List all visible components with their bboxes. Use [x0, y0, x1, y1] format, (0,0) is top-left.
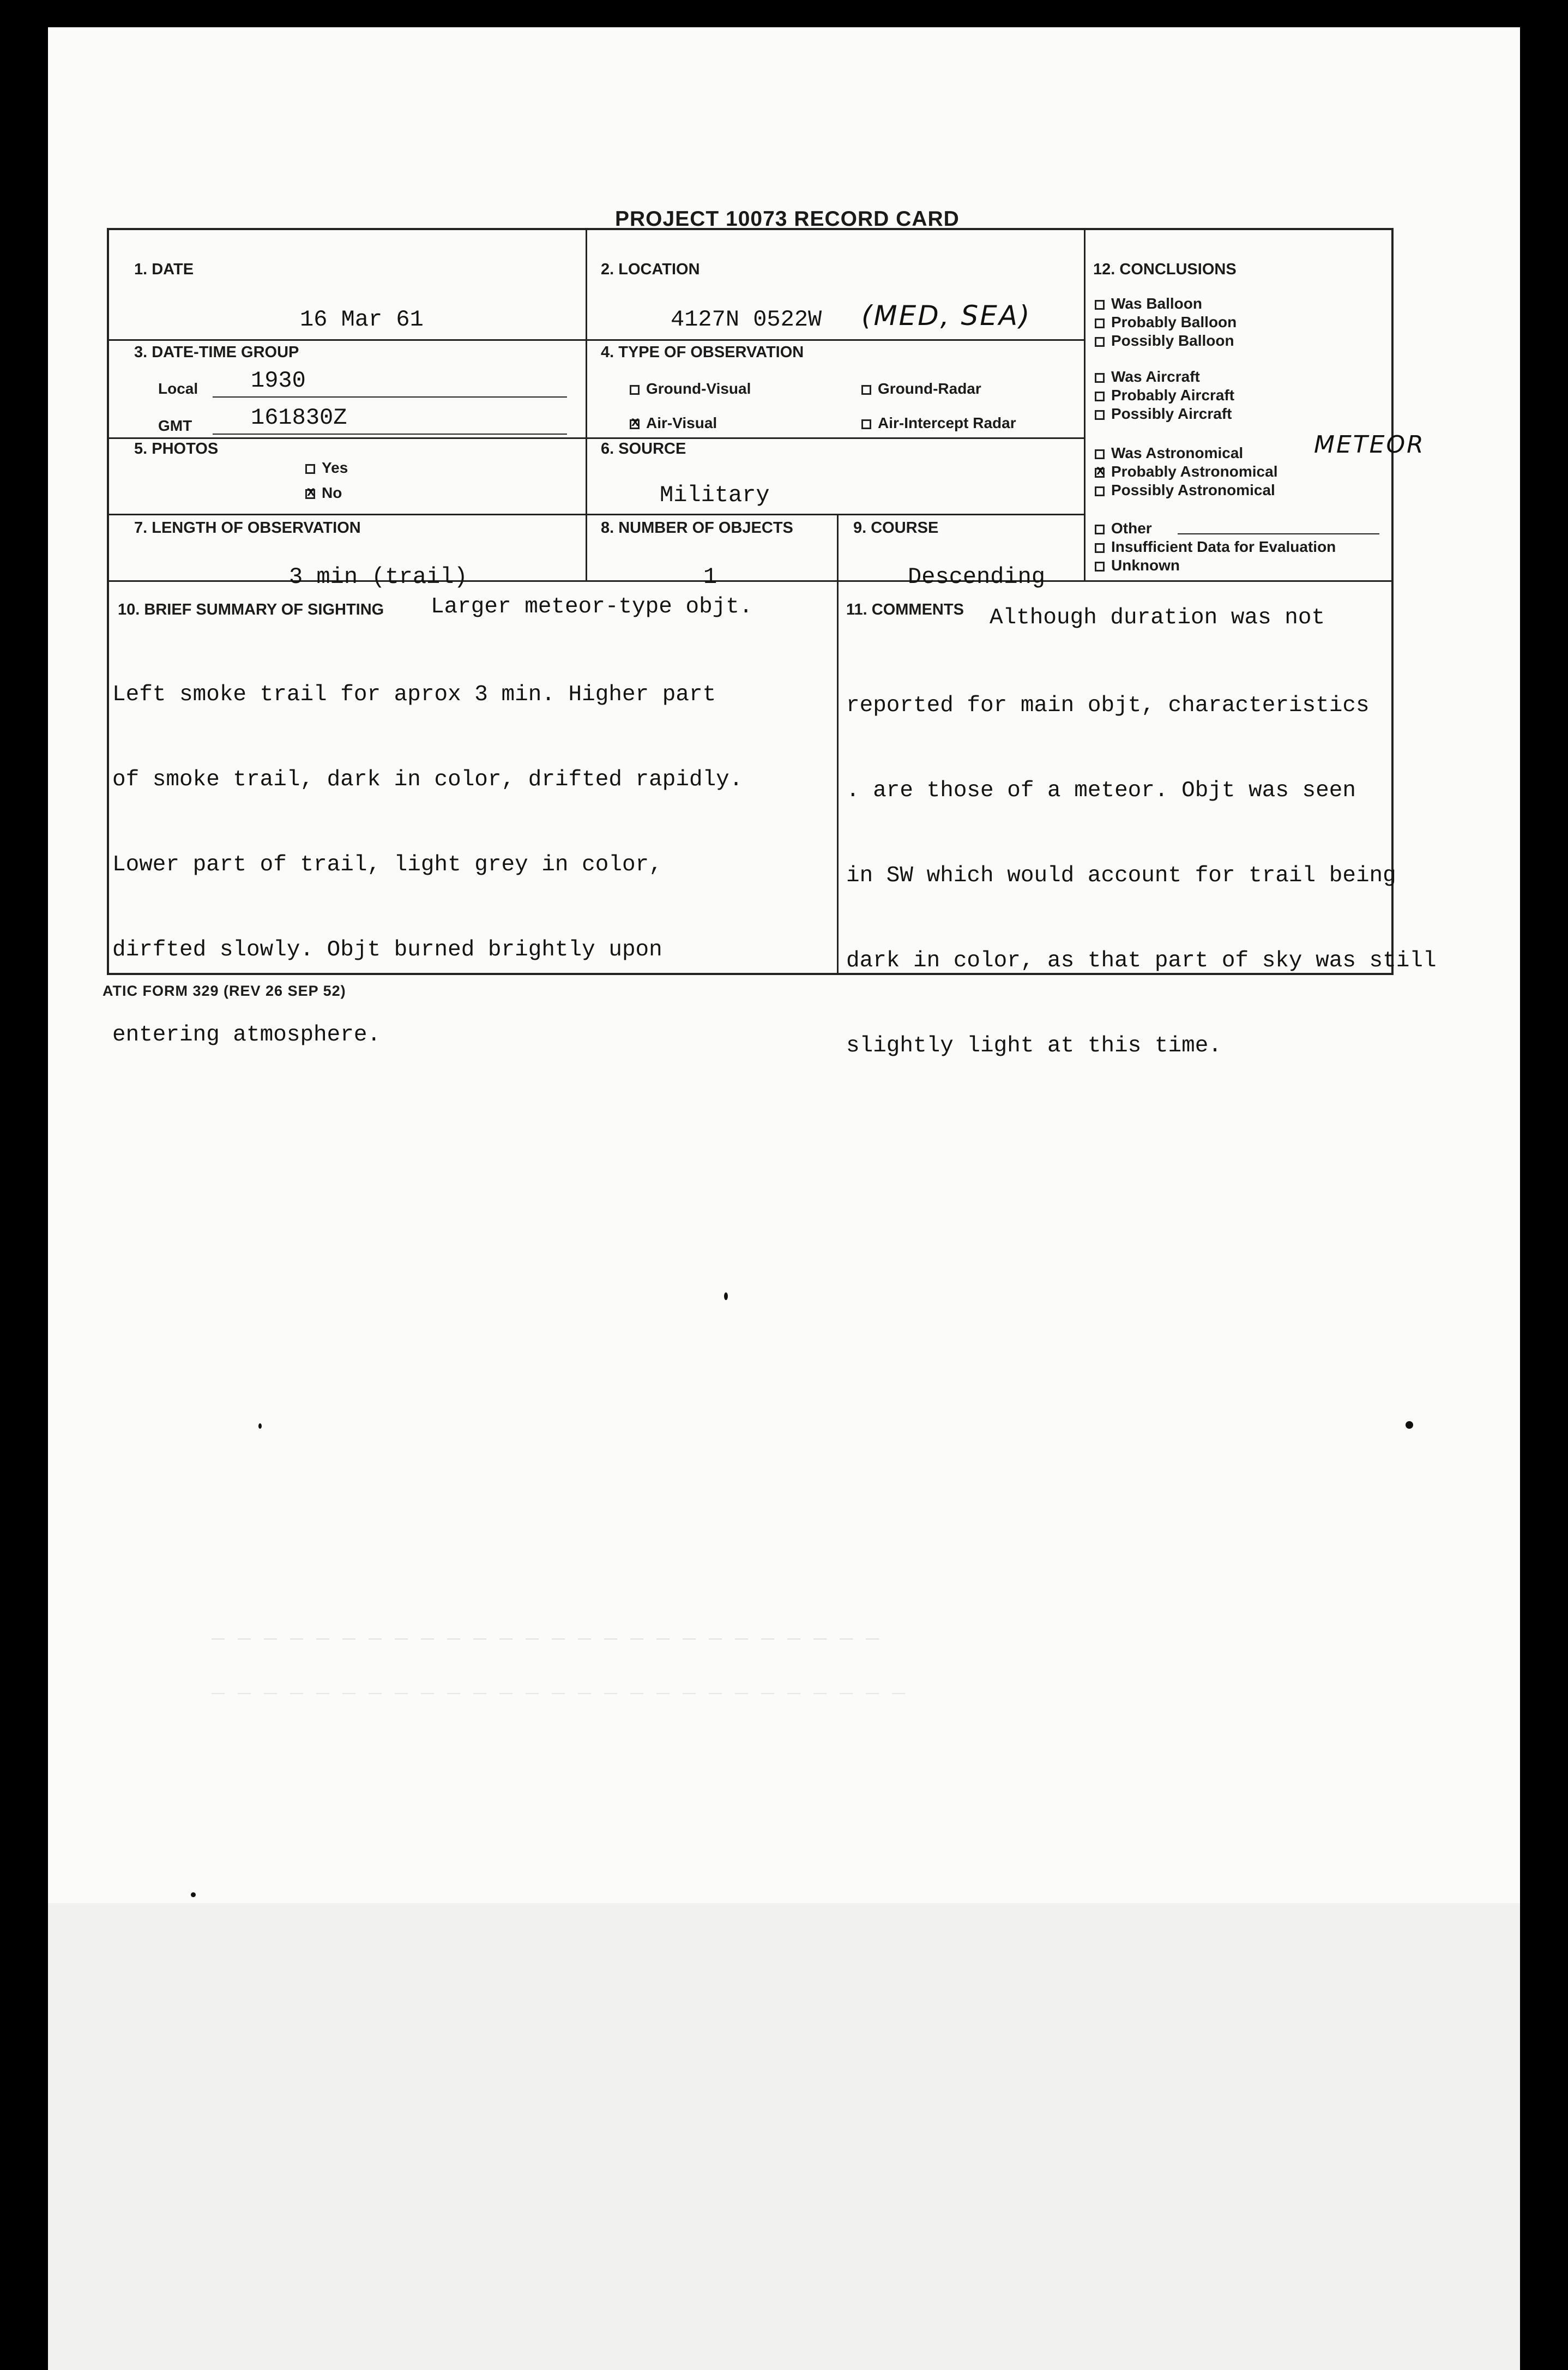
air-visual-option: xAir-Visual — [630, 414, 717, 432]
ground-visual-checkbox — [630, 385, 640, 395]
comments-text — [846, 635, 1437, 1117]
card-title: PROJECT 10073 RECORD CARD — [615, 207, 960, 231]
date-label: 1. DATE — [134, 261, 194, 278]
air-visual-checkbox — [630, 419, 640, 429]
source-label: 6. SOURCE — [601, 440, 686, 458]
comments-line: . are those of a meteor. Objt was seen — [846, 778, 1356, 803]
num-objects-label: 8. NUMBER OF OBJECTS — [601, 519, 793, 537]
conclusions-aircraft-group: Was Aircraft Probably Aircraft Possibly Aircraft — [1095, 368, 1234, 423]
dtg-gmt-value: 161830Z — [251, 405, 347, 431]
speck — [191, 1892, 196, 1897]
comments-line: dark in color, as that part of sky was still — [846, 948, 1437, 973]
comments-first-line: Although duration was not — [990, 605, 1325, 630]
dtg-label: 3. DATE-TIME GROUP — [134, 344, 299, 361]
speck — [724, 1292, 728, 1300]
comments-label: 11. COMMENTS — [846, 601, 964, 618]
unknown-checkbox — [1095, 562, 1105, 572]
horizontal-divider — [109, 339, 1084, 341]
conclusions-other-group: Other Insufficient Data for Evaluation Unknown — [1095, 519, 1336, 575]
course-label: 9. COURSE — [853, 519, 939, 537]
horizontal-divider — [109, 514, 1084, 515]
horizontal-divider — [109, 437, 1084, 439]
summary-line: Lower part of trail, light grey in color, — [112, 852, 662, 877]
photos-label: 5. PHOTOS — [134, 440, 219, 458]
summary-label: 10. BRIEF SUMMARY OF SIGHTING — [118, 601, 384, 618]
course-value: Descending — [908, 564, 1046, 590]
summary-line: entering atmosphere. — [112, 1022, 381, 1048]
photos-yes-option: Yes — [305, 459, 348, 477]
was-aircraft-checkbox — [1095, 373, 1105, 383]
vertical-divider — [586, 230, 587, 580]
underlying-page-edge — [48, 1903, 1520, 2370]
length-value: 3 min (trail) — [289, 564, 468, 590]
form-footer: ATIC FORM 329 (REV 26 SEP 52) — [102, 983, 346, 999]
probably-balloon-checkbox — [1095, 318, 1105, 328]
location-label: 2. LOCATION — [601, 261, 700, 278]
was-balloon-checkbox — [1095, 300, 1105, 310]
speck — [1406, 1421, 1413, 1429]
ground-visual-option: Ground-Visual — [630, 380, 751, 398]
ground-radar-option: Ground-Radar — [861, 380, 981, 398]
dtg-local-value: 1930 — [251, 368, 306, 394]
probably-aircraft-checkbox — [1095, 392, 1105, 401]
vertical-divider — [1084, 230, 1085, 580]
other-checkbox — [1095, 525, 1105, 534]
ground-radar-checkbox — [861, 385, 871, 395]
other-underline — [1178, 533, 1379, 534]
comments-line: slightly light at this time. — [846, 1033, 1222, 1058]
air-intercept-radar-checkbox — [861, 419, 871, 429]
num-objects-value: 1 — [703, 564, 717, 590]
summary-text — [112, 624, 743, 1106]
bleed-through-text: _ _ _ _ _ _ _ _ _ _ _ _ _ _ _ _ _ _ _ _ _ _ _ _ _ _ — [212, 1620, 879, 1644]
probably-astronomical-checkbox — [1095, 468, 1105, 478]
conclusions-label: 12. CONCLUSIONS — [1093, 261, 1237, 278]
conclusions-balloon-group: Was Balloon Probably Balloon Possibly Balloon — [1095, 294, 1237, 350]
possibly-aircraft-checkbox — [1095, 410, 1105, 420]
length-label: 7. LENGTH OF OBSERVATION — [134, 519, 361, 537]
meteor-handwritten-note: METEOR — [1314, 431, 1425, 459]
possibly-balloon-checkbox — [1095, 337, 1105, 347]
comments-line: in SW which would account for trail being — [846, 863, 1396, 888]
location-handwritten-note: (MED, SEA) — [861, 300, 1032, 332]
dtg-gmt-underline — [213, 434, 567, 435]
speck — [258, 1423, 262, 1429]
summary-line: Left smoke trail for aprox 3 min. Higher part — [112, 682, 716, 707]
dtg-gmt-label: GMT — [158, 417, 192, 434]
location-value: 4127N 0522W — [671, 306, 822, 333]
air-intercept-radar-option: Air-Intercept Radar — [861, 414, 1016, 432]
photos-no-checkbox — [305, 489, 315, 499]
summary-line: of smoke trail, dark in color, drifted rapidly. — [112, 767, 743, 792]
photos-yes-checkbox — [305, 464, 315, 474]
summary-first-line: Larger meteor-type objt. — [431, 594, 753, 619]
date-value: 16 Mar 61 — [300, 306, 424, 333]
type-obs-label: 4. TYPE OF OBSERVATION — [601, 344, 804, 361]
dtg-local-label: Local — [158, 380, 198, 397]
source-value: Military — [660, 482, 770, 508]
bleed-through-text: _ _ _ _ _ _ _ _ _ _ _ _ _ _ _ _ _ _ _ _ _ _ _ _ _ _ _ — [212, 1674, 906, 1699]
document-sheet — [48, 27, 1520, 2370]
was-astronomical-checkbox — [1095, 449, 1105, 459]
photos-no-option: xNo — [305, 484, 342, 502]
summary-line: dirfted slowly. Objt burned brightly upon — [112, 937, 662, 963]
possibly-astronomical-checkbox — [1095, 486, 1105, 496]
comments-line: reported for main objt, characteristics — [846, 693, 1370, 718]
insufficient-data-checkbox — [1095, 543, 1105, 553]
vertical-divider — [837, 514, 839, 975]
dtg-local-underline — [213, 396, 567, 398]
conclusions-astronomical-group: Was Astronomical xProbably Astronomical Possibly Astronomical — [1095, 444, 1277, 500]
